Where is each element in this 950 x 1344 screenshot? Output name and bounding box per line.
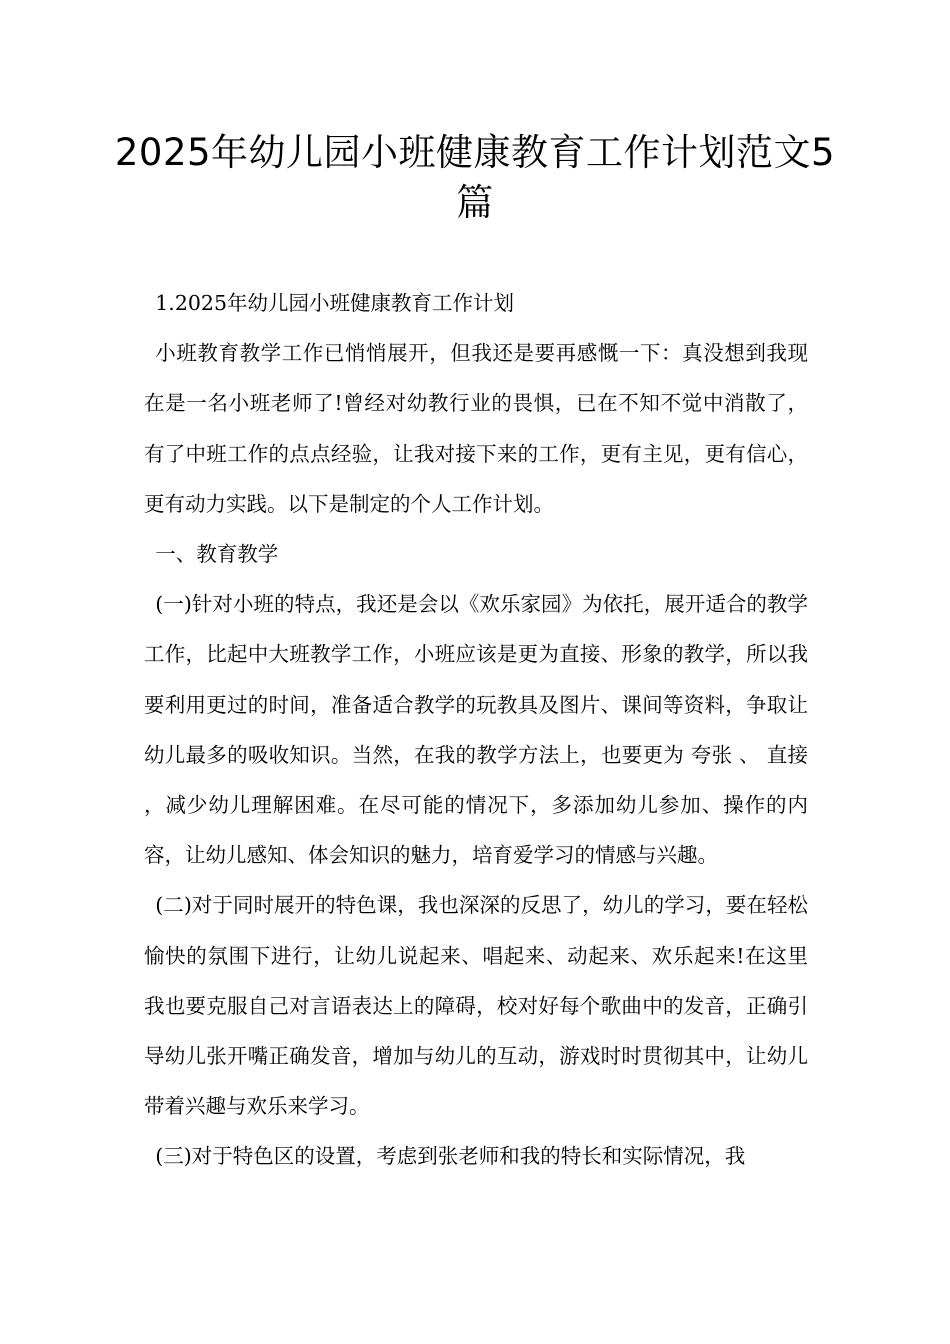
body-paragraph-item-3: (三)对于特色区的设置，考虑到张老师和我的特长和实际情况，我 (155, 1144, 746, 1169)
body-paragraph-item-2: (二)对于同时展开的特色课，我也深深的反思了，幼儿的学习，要在轻松愉快的氛围下进行，让幼儿说起来、唱起来、动起来、欢乐起来!在这里我也要克服自己对言语表达上的障碍，校对好每个歌曲中的发音，正确引导幼儿张开嘴正确发音，增加与幼儿的互动，游戏时时贯彻其中，让幼儿带着兴趣与欢乐来学习。 (144, 893, 808, 1119)
body-paragraph-intro: 小班教育教学工作已悄悄展开，但我还是要再感慨一下：真没想到我现在是一名小班老师了!曾经对幼教行业的畏惧，已在不知不觉中消散了，有了中班工作的点点经验，让我对接下来的工作，更有主见，更有信心，更有动力实践。以下是制定的个人工作计划。 (144, 341, 808, 516)
document-body (144, 278, 808, 1182)
body-paragraph-item-1: (一)针对小班的特点，我还是会以《欢乐家园》为依托，展开适合的教学工作，比起中大班教学工作，小班应该是更为直接、形象的教学，所以我要利用更过的时间，准备适合教学的玩教具及图片、课间等资料，争取让幼儿最多的吸收知识。当然，在我的教学方法上，也要更为 夸张 、 直接 ，减少幼儿理解困难。在尽可能的情况下，多添加幼儿参加、操作的内容，让幼儿感知、体会知识的魅力，培育爱学习的情感与兴趣。 (144, 592, 808, 868)
document-title: 2025年幼儿园小班健康教育工作计划范文5篇 (114, 131, 836, 224)
section-heading-1: 1.2025年幼儿园小班健康教育工作计划 (155, 291, 514, 315)
section-heading-teaching: 一、教育教学 (155, 542, 279, 567)
